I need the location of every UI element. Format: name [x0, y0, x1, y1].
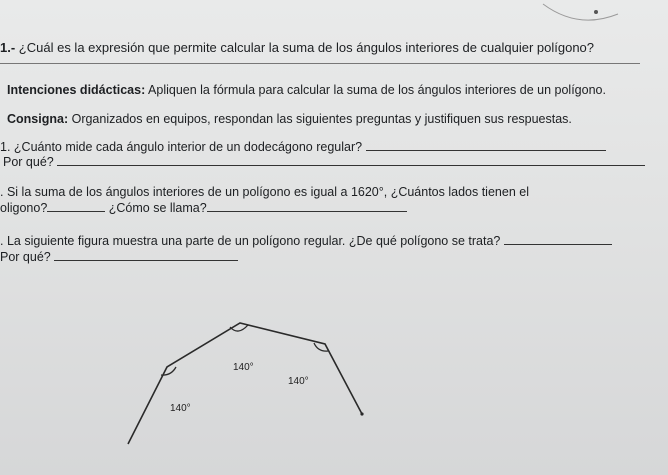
problem-2-text: Si la suma de los ángulos interiores de un polígono es igual a 1620°, ¿Cuántos lados tienen el — [6, 185, 529, 199]
problem-2-line2a: oligono? — [0, 201, 48, 215]
question-1-number: 1.- — [0, 40, 16, 55]
problem-1-text: ¿Cuánto mide cada ángulo interior de un dodecágono regular? — [13, 140, 363, 154]
polygon-edges — [128, 323, 362, 444]
angle-label-1: 140° — [233, 362, 254, 373]
problem-2-line2b: ¿Cómo se llama? — [108, 201, 207, 215]
problem-2-number: . — [0, 185, 4, 199]
problem-3-why-label: Por qué? — [0, 250, 51, 264]
polygon-end-point — [360, 412, 363, 415]
intenciones-label: Intenciones didácticas: — [7, 83, 146, 97]
consigna-label: Consigna: — [7, 112, 69, 126]
problem-3-number: . — [0, 234, 4, 248]
problem-1-why-label: Por qué? — [3, 155, 54, 169]
consigna-text: Organizados en equipos, respondan las siguientes preguntas y justifiquen sus respuestas. — [71, 112, 572, 126]
problem-1-number: 1. — [0, 140, 11, 154]
problem-3-text: La siguiente figura muestra una parte de un polígono regular. ¿De qué polígono se trata? — [6, 234, 501, 248]
angle-label-3: 140° — [170, 403, 191, 414]
question-1-text: ¿Cuál es la expresión que permite calcular la suma de los ángulos interiores de cualquier polígono? — [18, 40, 595, 55]
angle-label-2: 140° — [288, 376, 309, 387]
intenciones-text: Apliquen la fórmula para calcular la suma de los ángulos interiores de un polígono. — [148, 83, 606, 97]
